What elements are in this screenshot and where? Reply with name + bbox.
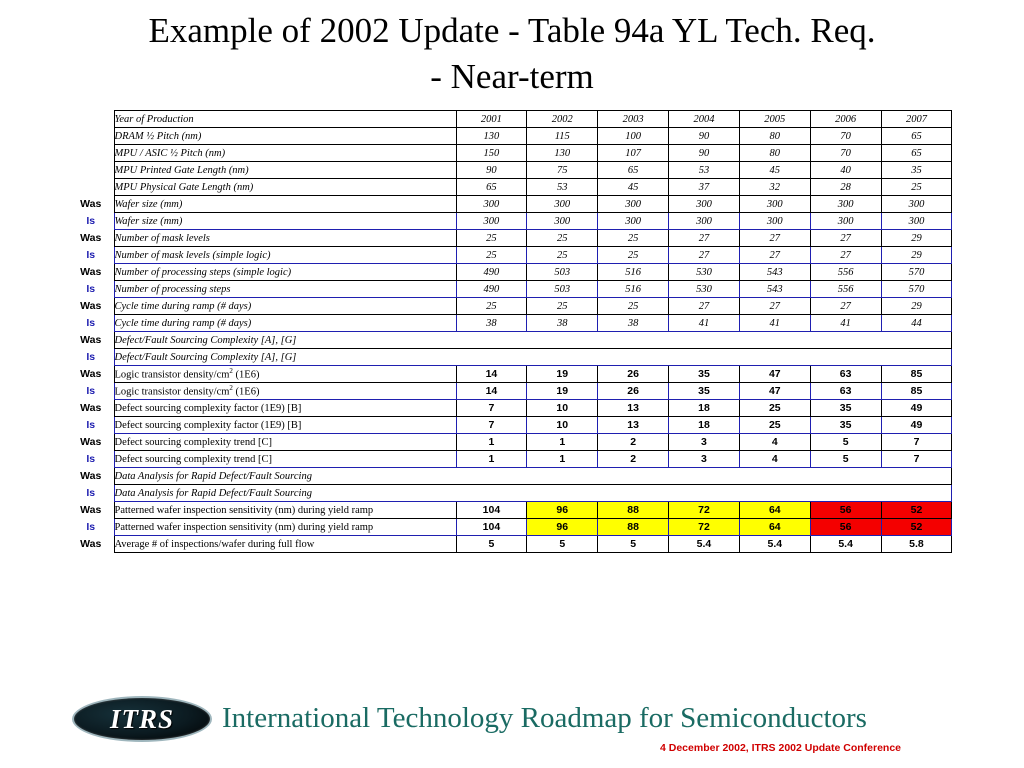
table-row bbox=[68, 230, 952, 247]
row-tag-was: Was bbox=[68, 536, 114, 553]
table-cell-value: 19 bbox=[527, 383, 598, 400]
table-cell-value: 503 bbox=[527, 281, 598, 298]
row-tag-was: Was bbox=[68, 400, 114, 417]
table-cell-value: 25 bbox=[456, 298, 527, 315]
itrs-logo bbox=[72, 696, 212, 744]
row-label: Patterned wafer inspection sensitivity (nm) during yield ramp bbox=[114, 502, 456, 519]
table-cell-value: 96 bbox=[527, 519, 598, 536]
logo-label: ITRS bbox=[109, 704, 175, 734]
row-label: MPU Printed Gate Length (nm) bbox=[114, 162, 456, 179]
table-cell-value: 70 bbox=[810, 145, 881, 162]
row-tag bbox=[68, 162, 114, 179]
table-cell-value: 41 bbox=[669, 315, 740, 332]
table-cell-value: 38 bbox=[456, 315, 527, 332]
row-tag-is: Is bbox=[68, 349, 114, 366]
table-cell-value: 14 bbox=[456, 383, 527, 400]
table-cell-value: 104 bbox=[456, 502, 527, 519]
table-cell-value: 96 bbox=[527, 502, 598, 519]
table-cell-value: 63 bbox=[810, 383, 881, 400]
table-cell-value: 70 bbox=[810, 128, 881, 145]
page-title-line-1: Example of 2002 Update - Table 94a YL Tech. Req. bbox=[148, 11, 876, 50]
table-cell-value: 4 bbox=[739, 434, 810, 451]
row-label: Defect sourcing complexity factor (1E9) [B] bbox=[114, 400, 456, 417]
table-row bbox=[68, 451, 952, 468]
table-row bbox=[68, 400, 952, 417]
row-label: Logic transistor density/$cm^2$ (1E6) bbox=[114, 366, 456, 383]
table-cell-value: 88 bbox=[598, 502, 669, 519]
table-cell-value: 1 bbox=[456, 434, 527, 451]
row-label: Number of processing steps bbox=[114, 281, 456, 298]
table-cell-value: 570 bbox=[881, 281, 952, 298]
table-cell-value: 27 bbox=[810, 298, 881, 315]
table-cell-value: 530 bbox=[669, 281, 740, 298]
table-cell-value: 5 bbox=[598, 536, 669, 553]
table-cell-value: 35 bbox=[810, 400, 881, 417]
table-cell-value: 88 bbox=[598, 519, 669, 536]
table-cell-value: 300 bbox=[739, 213, 810, 230]
table-cell-value: 37 bbox=[669, 179, 740, 196]
table-cell-value: 13 bbox=[598, 417, 669, 434]
row-tag bbox=[68, 128, 114, 145]
table-cell-value: 90 bbox=[669, 128, 740, 145]
column-header-year: 2003 bbox=[598, 111, 669, 128]
table-cell-value: 7 bbox=[881, 434, 952, 451]
table-body bbox=[68, 111, 952, 553]
table-cell-value: 5 bbox=[527, 536, 598, 553]
table-cell-value: 5.4 bbox=[669, 536, 740, 553]
row-tag-was: Was bbox=[68, 468, 114, 485]
table-row bbox=[68, 468, 952, 485]
table-cell-value: 543 bbox=[739, 281, 810, 298]
row-label: Number of processing steps (simple logic) bbox=[114, 264, 456, 281]
table-cell-value: 65 bbox=[881, 145, 952, 162]
table-cell-value: 27 bbox=[739, 230, 810, 247]
table-cell-value: 27 bbox=[669, 230, 740, 247]
table-cell-value: 115 bbox=[527, 128, 598, 145]
table-row bbox=[68, 485, 952, 502]
table-cell-value: 27 bbox=[810, 247, 881, 264]
footer-conference-note: 4 December 2002, ITRS 2002 Update Conference bbox=[660, 742, 902, 754]
table-cell-value: 75 bbox=[527, 162, 598, 179]
table-cell-value: 100 bbox=[598, 128, 669, 145]
table-cell-value: 65 bbox=[881, 128, 952, 145]
table-row bbox=[68, 264, 952, 281]
table-cell-value: 18 bbox=[669, 400, 740, 417]
table-cell-value: 90 bbox=[456, 162, 527, 179]
table-cell-value: 104 bbox=[456, 519, 527, 536]
table-cell-value: 32 bbox=[739, 179, 810, 196]
table-cell-value: 19 bbox=[527, 366, 598, 383]
table-cell-value: 29 bbox=[881, 247, 952, 264]
row-label: Wafer size (mm) bbox=[114, 213, 456, 230]
yield-tech-requirements-table-wrapper bbox=[68, 110, 952, 553]
table-row bbox=[68, 417, 952, 434]
table-cell-value: 27 bbox=[669, 298, 740, 315]
table-cell-value: 300 bbox=[527, 213, 598, 230]
table-cell-value: 25 bbox=[456, 230, 527, 247]
table-cell-value: 29 bbox=[881, 230, 952, 247]
table-cell-value: 10 bbox=[527, 400, 598, 417]
row-tag-was: Was bbox=[68, 366, 114, 383]
row-tag-is: Is bbox=[68, 451, 114, 468]
table-cell-value: 5.8 bbox=[881, 536, 952, 553]
superscript: 2 bbox=[229, 384, 233, 393]
table-cell-value: 3 bbox=[669, 434, 740, 451]
table-cell-value: 1 bbox=[527, 434, 598, 451]
table-cell-value: 41 bbox=[739, 315, 810, 332]
table-row bbox=[68, 128, 952, 145]
table-row bbox=[68, 519, 952, 536]
row-label: Defect/Fault Sourcing Complexity [A], [G] bbox=[114, 349, 952, 366]
table-cell-value: 64 bbox=[739, 519, 810, 536]
row-label: Data Analysis for Rapid Defect/Fault Sourcing bbox=[114, 485, 952, 502]
row-tag bbox=[68, 179, 114, 196]
table-cell-value: 27 bbox=[739, 298, 810, 315]
table-cell-value: 47 bbox=[739, 366, 810, 383]
table-cell-value: 45 bbox=[739, 162, 810, 179]
row-label: Cycle time during ramp (# days) bbox=[114, 298, 456, 315]
table-cell-value: 300 bbox=[598, 213, 669, 230]
table-cell-value: 516 bbox=[598, 281, 669, 298]
column-header-year: 2005 bbox=[739, 111, 810, 128]
table-cell-value: 44 bbox=[881, 315, 952, 332]
table-cell-value: 27 bbox=[810, 230, 881, 247]
table-cell-value: 27 bbox=[739, 247, 810, 264]
table-cell-value: 2 bbox=[598, 451, 669, 468]
table-cell-value: 80 bbox=[739, 128, 810, 145]
row-label: Patterned wafer inspection sensitivity (nm) during yield ramp bbox=[114, 519, 456, 536]
table-cell-value: 5.4 bbox=[810, 536, 881, 553]
table-cell-value: 18 bbox=[669, 417, 740, 434]
table-cell-value: 26 bbox=[598, 383, 669, 400]
table-cell-value: 543 bbox=[739, 264, 810, 281]
row-tag-was: Was bbox=[68, 196, 114, 213]
table-cell-value: 25 bbox=[881, 179, 952, 196]
table-cell-value: 52 bbox=[881, 519, 952, 536]
row-tag bbox=[68, 145, 114, 162]
table-cell-value: 300 bbox=[527, 196, 598, 213]
table-cell-value: 300 bbox=[669, 213, 740, 230]
column-header-year-of-production: Year of Production bbox=[114, 111, 456, 128]
row-label: Data Analysis for Rapid Defect/Fault Sourcing bbox=[114, 468, 952, 485]
table-cell-value: 25 bbox=[456, 247, 527, 264]
row-label: DRAM ½ Pitch (nm) bbox=[114, 128, 456, 145]
table-row bbox=[68, 349, 952, 366]
yield-tech-requirements-table bbox=[68, 110, 952, 553]
table-cell-value: 47 bbox=[739, 383, 810, 400]
row-tag bbox=[68, 111, 114, 128]
table-row bbox=[68, 298, 952, 315]
row-label: Defect/Fault Sourcing Complexity [A], [G] bbox=[114, 332, 952, 349]
table-cell-value: 7 bbox=[456, 400, 527, 417]
table-row bbox=[68, 383, 952, 400]
table-cell-value: 65 bbox=[456, 179, 527, 196]
row-label: MPU / ASIC ½ Pitch (nm) bbox=[114, 145, 456, 162]
row-tag-is: Is bbox=[68, 485, 114, 502]
table-cell-value: 35 bbox=[810, 417, 881, 434]
table-cell-value: 25 bbox=[739, 417, 810, 434]
table-cell-value: 28 bbox=[810, 179, 881, 196]
table-cell-value: 490 bbox=[456, 281, 527, 298]
table-cell-value: 300 bbox=[881, 213, 952, 230]
table-cell-value: 5.4 bbox=[739, 536, 810, 553]
table-cell-value: 53 bbox=[527, 179, 598, 196]
table-cell-value: 38 bbox=[527, 315, 598, 332]
table-cell-value: 25 bbox=[527, 298, 598, 315]
column-header-year: 2007 bbox=[881, 111, 952, 128]
table-cell-value: 1 bbox=[527, 451, 598, 468]
table-cell-value: 130 bbox=[527, 145, 598, 162]
row-label: Defect sourcing complexity trend [C] bbox=[114, 434, 456, 451]
table-row bbox=[68, 434, 952, 451]
column-header-year: 2001 bbox=[456, 111, 527, 128]
table-cell-value: 5 bbox=[810, 434, 881, 451]
table-cell-value: 25 bbox=[527, 247, 598, 264]
table-cell-value: 25 bbox=[527, 230, 598, 247]
table-cell-value: 107 bbox=[598, 145, 669, 162]
table-cell-value: 300 bbox=[881, 196, 952, 213]
table-cell-value: 1 bbox=[456, 451, 527, 468]
table-cell-value: 52 bbox=[881, 502, 952, 519]
superscript: 2 bbox=[229, 367, 233, 376]
table-row bbox=[68, 536, 952, 553]
row-label: Cycle time during ramp (# days) bbox=[114, 315, 456, 332]
table-cell-value: 72 bbox=[669, 502, 740, 519]
row-label: Wafer size (mm) bbox=[114, 196, 456, 213]
row-tag-is: Is bbox=[68, 417, 114, 434]
table-cell-value: 40 bbox=[810, 162, 881, 179]
column-header-year: 2006 bbox=[810, 111, 881, 128]
table-cell-value: 300 bbox=[598, 196, 669, 213]
table-row bbox=[68, 196, 952, 213]
table-cell-value: 56 bbox=[810, 519, 881, 536]
table-cell-value: 14 bbox=[456, 366, 527, 383]
row-label: Logic transistor density/$cm^2$ (1E6) bbox=[114, 383, 456, 400]
table-row bbox=[68, 162, 952, 179]
row-tag-is: Is bbox=[68, 383, 114, 400]
column-header-year: 2002 bbox=[527, 111, 598, 128]
slide-footer bbox=[0, 690, 1024, 768]
table-cell-value: 35 bbox=[669, 366, 740, 383]
table-cell-value: 5 bbox=[456, 536, 527, 553]
table-cell-value: 5 bbox=[810, 451, 881, 468]
table-cell-value: 3 bbox=[669, 451, 740, 468]
row-tag-was: Was bbox=[68, 298, 114, 315]
row-tag-was: Was bbox=[68, 332, 114, 349]
table-cell-value: 38 bbox=[598, 315, 669, 332]
table-cell-value: 556 bbox=[810, 281, 881, 298]
table-cell-value: 49 bbox=[881, 417, 952, 434]
table-row bbox=[68, 145, 952, 162]
table-cell-value: 45 bbox=[598, 179, 669, 196]
table-cell-value: 570 bbox=[881, 264, 952, 281]
table-row bbox=[68, 281, 952, 298]
row-tag-is: Is bbox=[68, 247, 114, 264]
table-cell-value: 56 bbox=[810, 502, 881, 519]
table-cell-value: 53 bbox=[669, 162, 740, 179]
table-cell-value: 300 bbox=[810, 213, 881, 230]
table-cell-value: 26 bbox=[598, 366, 669, 383]
table-cell-value: 13 bbox=[598, 400, 669, 417]
table-cell-value: 7 bbox=[881, 451, 952, 468]
row-tag-is: Is bbox=[68, 315, 114, 332]
table-cell-value: 300 bbox=[739, 196, 810, 213]
table-row bbox=[68, 366, 952, 383]
table-cell-value: 516 bbox=[598, 264, 669, 281]
row-label: Average # of inspections/wafer during full flow bbox=[114, 536, 456, 553]
table-cell-value: 7 bbox=[456, 417, 527, 434]
table-cell-value: 300 bbox=[810, 196, 881, 213]
table-cell-value: 130 bbox=[456, 128, 527, 145]
table-cell-value: 300 bbox=[669, 196, 740, 213]
row-tag-is: Is bbox=[68, 281, 114, 298]
row-tag-is: Is bbox=[68, 519, 114, 536]
table-cell-value: 530 bbox=[669, 264, 740, 281]
table-cell-value: 85 bbox=[881, 366, 952, 383]
table-cell-value: 29 bbox=[881, 298, 952, 315]
table-cell-value: 300 bbox=[456, 196, 527, 213]
table-cell-value: 503 bbox=[527, 264, 598, 281]
table-row bbox=[68, 213, 952, 230]
row-tag-was: Was bbox=[68, 502, 114, 519]
column-header-year: 2004 bbox=[669, 111, 740, 128]
footer-organization-title: International Technology Roadmap for Semiconductors bbox=[222, 702, 867, 734]
row-label: Number of mask levels bbox=[114, 230, 456, 247]
page-title-line-2: - Near-term bbox=[430, 57, 594, 96]
table-row bbox=[68, 179, 952, 196]
table-cell-value: 35 bbox=[881, 162, 952, 179]
table-cell-value: 25 bbox=[598, 247, 669, 264]
table-cell-value: 25 bbox=[598, 230, 669, 247]
table-cell-value: 41 bbox=[810, 315, 881, 332]
table-cell-value: 556 bbox=[810, 264, 881, 281]
table-cell-value: 300 bbox=[456, 213, 527, 230]
table-cell-value: 63 bbox=[810, 366, 881, 383]
table-cell-value: 2 bbox=[598, 434, 669, 451]
row-label: Number of mask levels (simple logic) bbox=[114, 247, 456, 264]
table-cell-value: 85 bbox=[881, 383, 952, 400]
table-header-row bbox=[68, 111, 952, 128]
row-tag-was: Was bbox=[68, 264, 114, 281]
row-label: Defect sourcing complexity factor (1E9) [B] bbox=[114, 417, 456, 434]
row-label: Defect sourcing complexity trend [C] bbox=[114, 451, 456, 468]
table-cell-value: 27 bbox=[669, 247, 740, 264]
table-cell-value: 90 bbox=[669, 145, 740, 162]
table-row bbox=[68, 315, 952, 332]
table-cell-value: 25 bbox=[739, 400, 810, 417]
table-cell-value: 80 bbox=[739, 145, 810, 162]
table-row bbox=[68, 247, 952, 264]
table-cell-value: 64 bbox=[739, 502, 810, 519]
table-row bbox=[68, 332, 952, 349]
page-title bbox=[0, 0, 1024, 100]
table-cell-value: 10 bbox=[527, 417, 598, 434]
table-row bbox=[68, 502, 952, 519]
row-tag-is: Is bbox=[68, 213, 114, 230]
row-label: MPU Physical Gate Length (nm) bbox=[114, 179, 456, 196]
table-cell-value: 150 bbox=[456, 145, 527, 162]
table-cell-value: 49 bbox=[881, 400, 952, 417]
table-cell-value: 490 bbox=[456, 264, 527, 281]
table-cell-value: 35 bbox=[669, 383, 740, 400]
table-cell-value: 72 bbox=[669, 519, 740, 536]
table-cell-value: 65 bbox=[598, 162, 669, 179]
table-cell-value: 4 bbox=[739, 451, 810, 468]
row-tag-was: Was bbox=[68, 434, 114, 451]
row-tag-was: Was bbox=[68, 230, 114, 247]
table-cell-value: 25 bbox=[598, 298, 669, 315]
